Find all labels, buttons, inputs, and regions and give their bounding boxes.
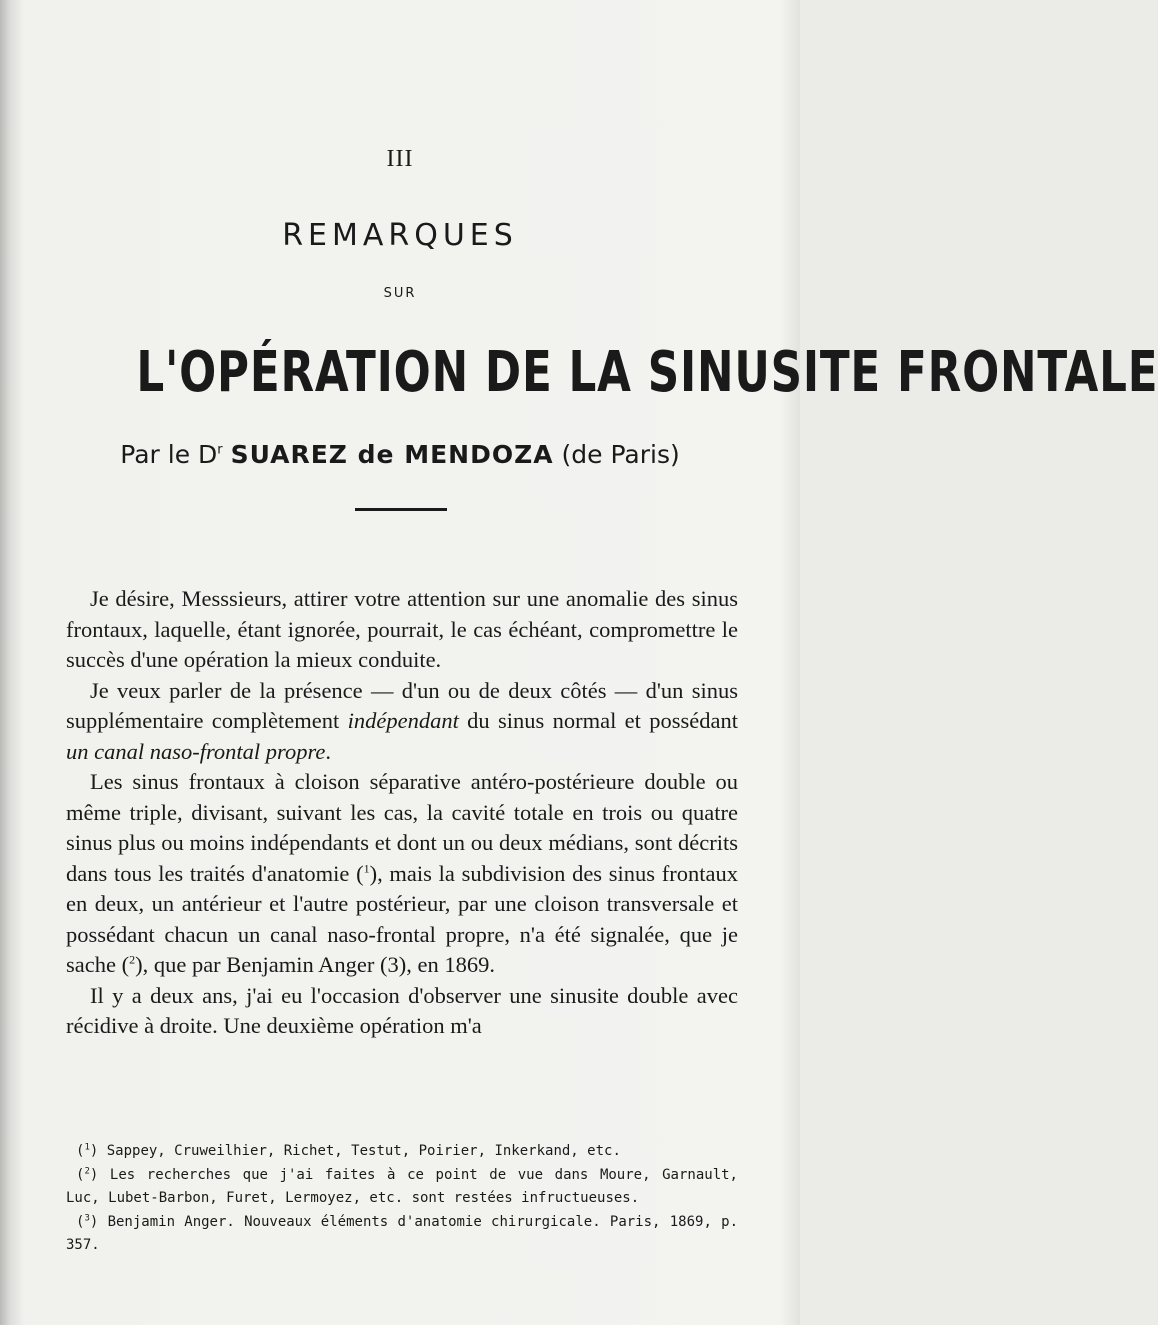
p3-text-d: ), en 1869. xyxy=(398,952,495,977)
title-remarques: REMARQUES xyxy=(282,218,518,253)
footnote-1: ($^1$) Sappey, Cruweilhier, Richet, Testut, Poirier, Inkerkand, etc. xyxy=(76,1142,621,1159)
footnote-mark-1: 1 xyxy=(84,1142,90,1153)
body-text xyxy=(66,584,738,1042)
author-title-sup: r xyxy=(217,442,223,458)
p3-text-a: Les sinus frontaux à cloison séparative antéro-postérieure double ou même triple, divisant, suivant les cas, la cavité totale en trois ou quatre sinus plus ou moins indépendants et dont un ou deux médians, sont décrits dans tous les traités d'anatomie ( xyxy=(66,769,738,886)
footnote-3: ($^3$) Benjamin Anger. Nouveaux éléments d'anatomie chirurgicale. Paris, 1869, p. 357. xyxy=(66,1212,738,1253)
footnote-text-1: Sappey, Cruweilhier, Richet, Testut, Poirier, Inkerkand, etc. xyxy=(98,1143,621,1159)
footnote-text-2: Les recherches que j'ai faites à ce point de vue dans Moure, Garnault, Luc, Lubet-Barbon, Furet, Lermoyez, etc. sont restées infructueuses. xyxy=(66,1166,738,1206)
p2-italic-canal: un canal naso-frontal propre xyxy=(66,738,326,764)
p2-italic-independant: indépendant xyxy=(347,708,459,733)
footnote-ref-2: 2 xyxy=(129,952,136,967)
author-line xyxy=(0,440,800,469)
main-title: L'OPÉRATION DE LA SINUSITE FRONTALE xyxy=(136,340,1158,405)
p2-text-b: du sinus normal et possédant xyxy=(458,708,738,733)
footnote-2: ($^2$) Les recherches que j'ai faites à ce point de vue dans Moure, Garnault, Luc, Lubet-Barbon, Furet, Lermoyez, etc. sont restées infructueuses. xyxy=(66,1165,738,1206)
footnotes xyxy=(66,1140,738,1258)
paragraph-1: Je désire, Messsieurs, attirer votre attention sur une anomalie des sinus frontaux, laquelle, étant ignorée, pourrait, le cas échéant, compromettre le succès d'une opération la mieux conduite. xyxy=(66,586,738,672)
separator-rule xyxy=(355,508,447,511)
paragraph-3 xyxy=(66,767,738,981)
p2-text-a: Je veux parler de la présence — d'un ou de deux côtés — d'un sinus supplémentaire complètement xyxy=(66,677,738,733)
p3-text-b: ), mais la subdivision des sinus frontaux en deux, un antérieur et l'autre postérieur, par une cloison transversale et possédant chacun un canal naso-frontal propre, n'a été signalée, que je sache ( xyxy=(66,860,738,977)
paragraph-4: Il y a deux ans, j'ai eu l'occasion d'observer une sinusite double avec récidive à droite. Une deuxième opération m'a xyxy=(66,982,738,1038)
chapter-number: III xyxy=(386,146,414,172)
p3-text-c: ), que par Benjamin Anger ( xyxy=(135,952,388,977)
paragraph-2 xyxy=(66,676,738,768)
author-prefix: Par le D xyxy=(120,440,218,469)
author-name: SUAREZ de MENDOZA xyxy=(230,440,554,469)
footnote-mark-2: 2 xyxy=(84,1165,90,1176)
footnote-ref-3: 3 xyxy=(387,952,399,977)
footnote-mark-3: 3 xyxy=(84,1212,90,1223)
title-sur: SUR xyxy=(383,286,417,301)
footnote-text-3: Benjamin Anger. Nouveaux éléments d'anatomie chirurgicale. Paris, 1869, p. 357. xyxy=(66,1213,738,1253)
footnote-ref-1: 1 xyxy=(363,861,370,875)
p2-text-c: . xyxy=(325,738,331,764)
author-origin: (de Paris) xyxy=(561,440,680,469)
